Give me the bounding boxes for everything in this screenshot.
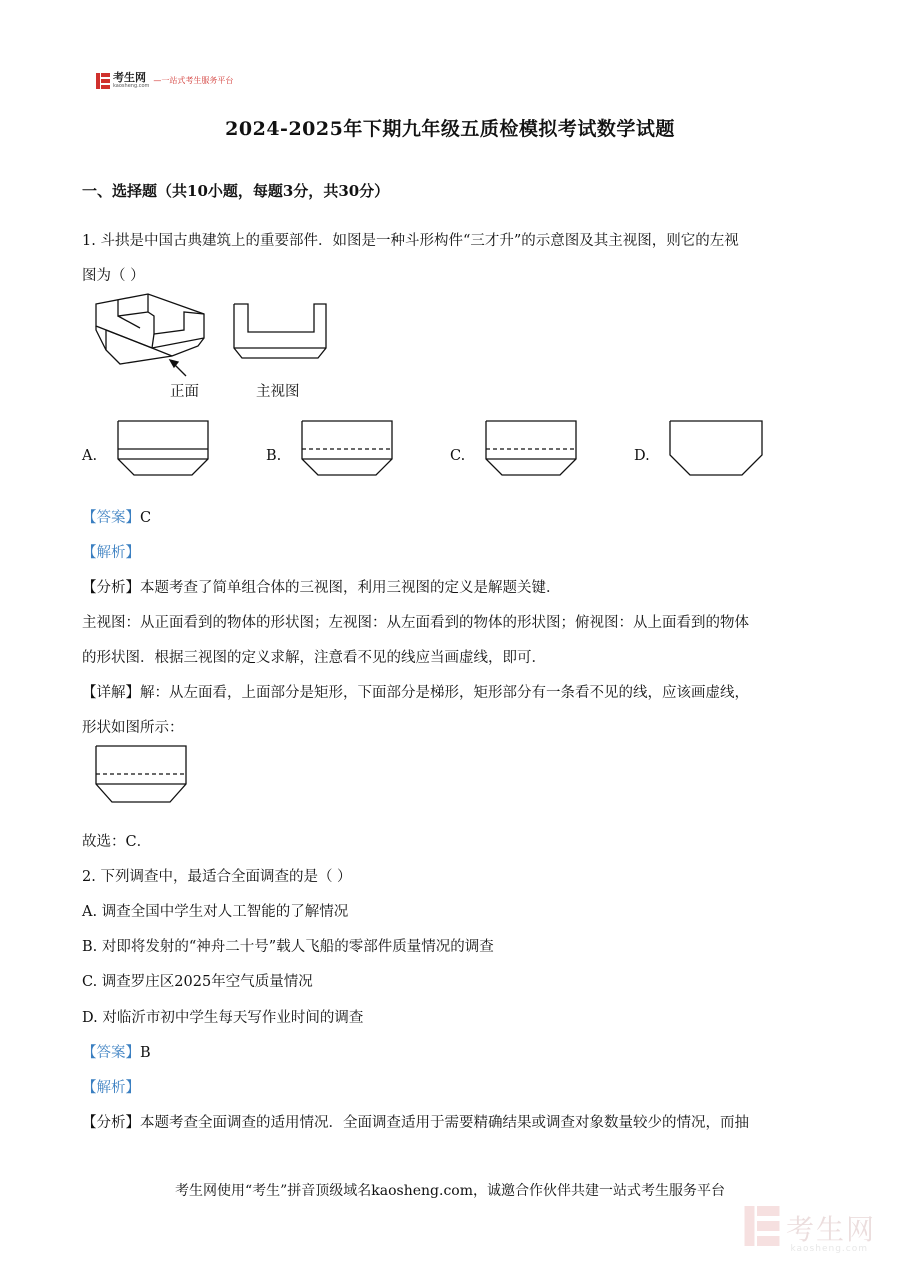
pointer-arrow (170, 360, 186, 376)
q1-def-line1: 主视图：从正面看到的物体的形状图；左视图：从左面看到的物体的形状图；俯视图：从上面看到的物体 (82, 615, 749, 631)
q2-option-b[interactable]: B. 对即将发射的“神舟二十号”载人飞船的零部件质量情况的调查 (82, 939, 494, 955)
q1-solution-figure (94, 744, 188, 804)
q1-option-b-label[interactable]: B. (266, 448, 282, 464)
q2-option-a[interactable]: A. 调查全国中学生对人工智能的了解情况 (82, 904, 349, 920)
q2-fenxi: 【分析】本题考查全面调查的适用情况．全面调查适用于需要精确结果或调查对象数量较少的情况，而抽 (82, 1115, 749, 1131)
q1-def-line2: 的形状图．根据三视图的定义求解，注意看不见的线应当画虚线，即可． (82, 650, 546, 666)
q2-option-c[interactable]: C. 调查罗庄区2025年空气质量情况 (82, 974, 313, 990)
q2-option-d[interactable]: D. 对临沂市初中学生每天写作业时间的调查 (82, 1010, 364, 1026)
q2-analysis-tag: 【解析】 (82, 1080, 140, 1096)
page-title: 2024-2025年下期九年级五质检模拟考试数学试题 (225, 118, 675, 140)
header-logo (96, 72, 233, 89)
watermark-domain: kaosheng.com (790, 1244, 868, 1254)
q2-answer: 【答案】B (82, 1045, 151, 1061)
q1-detail-line1: 【详解】解：从左面看，上面部分是矩形，下面部分是梯形，矩形部分有一条看不见的线，应该画虚线， (82, 685, 749, 701)
front-label: 正面 (170, 384, 199, 400)
q2-stem: 2. 下列调查中，最适合全面调查的是（ ） (82, 869, 352, 885)
section-heading: 一、选择题（共10小题，每题3分，共30分） (82, 182, 390, 200)
q1-option-b-figure[interactable] (300, 419, 394, 477)
logo-slogan: —一站式考生服务平台 (153, 76, 234, 85)
q1-option-a-label[interactable]: A. (82, 448, 98, 464)
q1-analysis-tag: 【解析】 (82, 545, 140, 561)
q1-option-d-figure[interactable] (668, 419, 766, 477)
watermark (744, 1206, 876, 1254)
q1-conclusion: 故选：C． (82, 834, 152, 850)
q1-option-c-label[interactable]: C. (450, 448, 466, 464)
watermark-logo-icon (744, 1206, 780, 1250)
watermark-text: 考生网 (785, 1213, 876, 1246)
sancaisheng-3d-figure (96, 294, 204, 364)
q1-option-c-figure[interactable] (484, 419, 578, 477)
q1-option-d-label[interactable]: D. (634, 448, 650, 464)
kaosheng-logo-icon (96, 73, 110, 89)
main-view-label: 主视图 (256, 384, 300, 400)
q1-stem-line2: 图为（ ） (82, 268, 145, 284)
q1-answer: 【答案】C (82, 510, 152, 526)
page-footer: 考生网使用“考生”拼音顶级域名kaosheng.com，诚邀合作伙伴共建一站式考生服务平台 (174, 1183, 726, 1199)
logo-domain: kaosheng.com (113, 83, 150, 89)
q1-detail-line2: 形状如图所示： (82, 720, 184, 736)
q1-option-a-figure[interactable] (116, 419, 210, 477)
logo-name: 考生网 (113, 71, 146, 84)
q1-stem-line1: 1. 斗拱是中国古典建筑上的重要部件．如图是一种斗形构件“三才升”的示意图及其主视图，则它的左视 (82, 233, 739, 249)
q1-fenxi: 【分析】本题考查了简单组合体的三视图，利用三视图的定义是解题关键． (82, 580, 561, 596)
main-view-figure (234, 304, 326, 358)
